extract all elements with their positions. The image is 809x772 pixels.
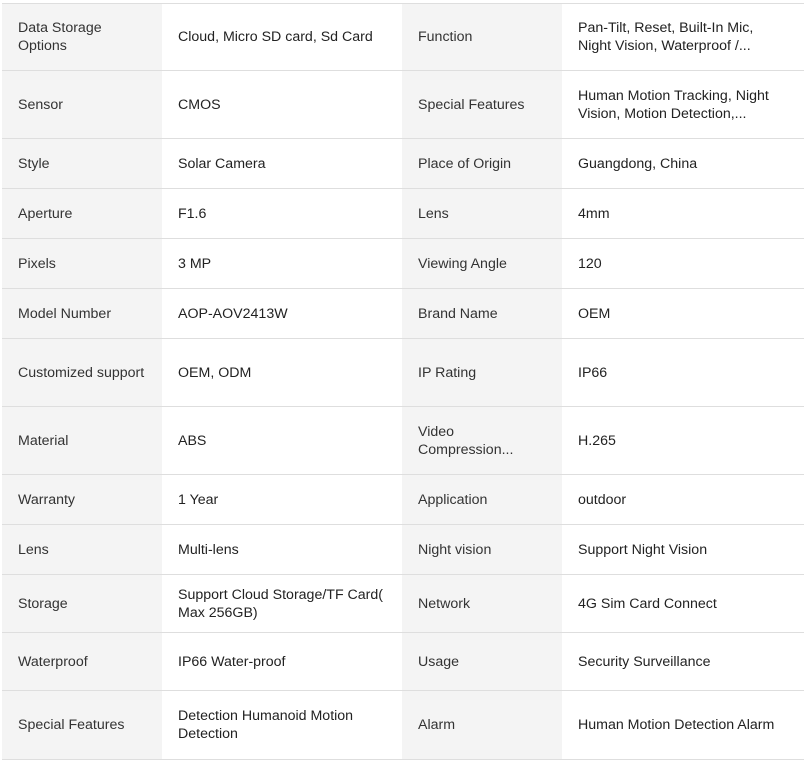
table-row — [2, 633, 804, 691]
spec-value: Guangdong, China — [562, 139, 804, 189]
spec-value: Support Night Vision — [562, 525, 804, 575]
product-spec-table — [2, 3, 804, 760]
table-row — [2, 407, 804, 475]
spec-value: OEM, ODM — [162, 339, 402, 407]
table-row — [2, 289, 804, 339]
spec-value: OEM — [562, 289, 804, 339]
table-row — [2, 189, 804, 239]
spec-value: Solar Camera — [162, 139, 402, 189]
spec-key: Video Compression... — [402, 407, 562, 475]
spec-key: Warranty — [2, 475, 162, 525]
spec-value: Security Surveillance — [562, 633, 804, 691]
spec-key: Model Number — [2, 289, 162, 339]
spec-key: Special Features — [402, 71, 562, 139]
spec-value: 4G Sim Card Connect — [562, 575, 804, 633]
spec-key: Lens — [2, 525, 162, 575]
table-row — [2, 691, 804, 760]
spec-value: 1 Year — [162, 475, 402, 525]
table-row — [2, 525, 804, 575]
spec-value: Multi-lens — [162, 525, 402, 575]
spec-key: Style — [2, 139, 162, 189]
spec-key: Data Storage Options — [2, 4, 162, 71]
spec-key: Lens — [402, 189, 562, 239]
spec-value: 4mm — [562, 189, 804, 239]
spec-value: 120 — [562, 239, 804, 289]
spec-key: Application — [402, 475, 562, 525]
spec-key: Alarm — [402, 691, 562, 760]
spec-value: Support Cloud Storage/TF Card( Max 256GB) — [162, 575, 402, 633]
table-row — [2, 4, 804, 71]
spec-value: H.265 — [562, 407, 804, 475]
spec-key: Customized support — [2, 339, 162, 407]
spec-value: outdoor — [562, 475, 804, 525]
spec-value: F1.6 — [162, 189, 402, 239]
spec-value: CMOS — [162, 71, 402, 139]
spec-key: Special Features — [2, 691, 162, 760]
spec-key: Material — [2, 407, 162, 475]
spec-key: Place of Origin — [402, 139, 562, 189]
spec-key: Waterproof — [2, 633, 162, 691]
spec-value: AOP-AOV2413W — [162, 289, 402, 339]
spec-key: Aperture — [2, 189, 162, 239]
spec-key: Function — [402, 4, 562, 71]
spec-value: ABS — [162, 407, 402, 475]
spec-value: 3 MP — [162, 239, 402, 289]
table-row — [2, 139, 804, 189]
spec-value: IP66 Water-proof — [162, 633, 402, 691]
spec-key: Brand Name — [402, 289, 562, 339]
spec-key: Night vision — [402, 525, 562, 575]
spec-key: Storage — [2, 575, 162, 633]
spec-key: Usage — [402, 633, 562, 691]
table-row — [2, 239, 804, 289]
spec-value: Human Motion Detection Alarm — [562, 691, 804, 760]
table-row — [2, 71, 804, 139]
table-row — [2, 475, 804, 525]
spec-key: Network — [402, 575, 562, 633]
spec-value: Pan-Tilt, Reset, Built-In Mic, Night Vision, Waterproof /... — [562, 4, 804, 71]
spec-key: Pixels — [2, 239, 162, 289]
spec-value: IP66 — [562, 339, 804, 407]
spec-key: Sensor — [2, 71, 162, 139]
table-row — [2, 339, 804, 407]
spec-value: Detection Humanoid Motion Detection — [162, 691, 402, 760]
spec-key: IP Rating — [402, 339, 562, 407]
spec-value: Human Motion Tracking, Night Vision, Motion Detection,... — [562, 71, 804, 139]
table-row — [2, 575, 804, 633]
spec-key: Viewing Angle — [402, 239, 562, 289]
spec-value: Cloud, Micro SD card, Sd Card — [162, 4, 402, 71]
